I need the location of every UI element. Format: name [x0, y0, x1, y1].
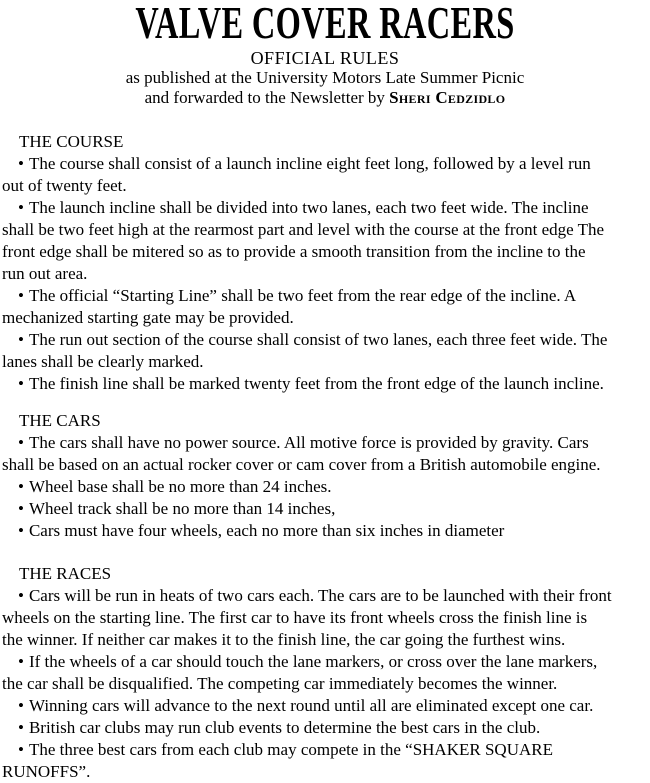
- rule-text: Winning cars will advance to the next round until all are eliminated except one car.: [28, 696, 594, 715]
- rule-line: the winner. If neither car makes it to the finish line, the car going the furthest wins.: [2, 630, 566, 649]
- rule-line: [2, 717, 648, 739]
- bullet-icon: •: [18, 330, 24, 349]
- bullet-icon: •: [18, 198, 24, 217]
- rule-line: shall be based on an actual rocker cover or cam cover from a British automobile engine.: [2, 455, 601, 474]
- rule-line: [2, 695, 648, 717]
- bullet-icon: •: [18, 696, 24, 715]
- bullet-icon: •: [18, 286, 24, 305]
- section-heading-the-races: THE RACES: [19, 564, 112, 583]
- page-title: VALVE COVER RACERS: [135, 0, 515, 48]
- rule-line: [2, 498, 648, 520]
- rule-line: mechanized starting gate may be provided.: [2, 308, 294, 327]
- rule-line: [2, 651, 648, 673]
- bullet-icon: •: [18, 652, 24, 671]
- rule-line: shall be two feet high at the rearmost part and level with the course at the front edge The: [2, 220, 605, 239]
- rule-text: The launch incline shall be divided into two lanes, each two feet wide. The incline: [28, 198, 589, 217]
- rule-text: British car clubs may run club events to determine the best cars in the club.: [28, 718, 541, 737]
- bullet-icon: •: [18, 718, 24, 737]
- rule-text: If the wheels of a car should touch the lane markers, or cross over the lane markers,: [28, 652, 598, 671]
- rule-line: [2, 585, 648, 607]
- bullet-icon: •: [18, 433, 24, 452]
- rule-line: [2, 329, 648, 351]
- rule-text: The cars shall have no power source. All motive force is provided by gravity. Cars: [28, 433, 589, 452]
- section-the-cars: [2, 410, 648, 542]
- rule-text: The finish line shall be marked twenty feet from the front edge of the launch incline.: [28, 374, 604, 393]
- rule-line: lanes shall be clearly marked.: [2, 352, 204, 371]
- document-header: [2, 2, 648, 108]
- bullet-icon: •: [18, 521, 24, 540]
- attribution-prefix: and forwarded to the Newsletter by: [144, 88, 390, 107]
- rule-line: the car shall be disqualified. The competing car immediately becomes the winner.: [2, 674, 558, 693]
- rule-line: [2, 739, 648, 761]
- rule-text: The course shall consist of a launch incline eight feet long, followed by a level run: [28, 154, 591, 173]
- bullet-icon: •: [18, 374, 24, 393]
- rule-line: [2, 432, 648, 454]
- rule-line: [2, 197, 648, 219]
- rule-line: RUNOFFS”.: [2, 762, 91, 781]
- subtitle-official-rules: OFFICIAL RULES: [250, 48, 400, 68]
- rule-line: [2, 373, 648, 395]
- rule-text: Wheel base shall be no more than 24 inches.: [28, 477, 332, 496]
- rule-line: [2, 476, 648, 498]
- rules-sections: [2, 131, 648, 783]
- section-the-races: [2, 563, 648, 783]
- rule-text: The three best cars from each club may compete in the “SHAKER SQUARE: [28, 740, 553, 759]
- rule-text: Cars must have four wheels, each no more than six inches in diameter: [28, 521, 505, 540]
- section-the-course: [2, 131, 648, 395]
- rule-line: [2, 520, 648, 542]
- bullet-icon: •: [18, 477, 24, 496]
- attribution-line-2: [2, 88, 648, 108]
- rule-text: Cars will be run in heats of two cars each. The cars are to be launched with their front: [28, 586, 612, 605]
- rule-line: run out area.: [2, 264, 88, 283]
- rule-line: [2, 153, 648, 175]
- section-heading-the-cars: THE CARS: [19, 411, 101, 430]
- bullet-icon: •: [18, 154, 24, 173]
- rule-line: out of twenty feet.: [2, 176, 127, 195]
- rule-line: wheels on the starting line. The first car to have its front wheels cross the finish line is: [2, 608, 588, 627]
- rule-text: The official “Starting Line” shall be two feet from the rear edge of the incline. A: [28, 286, 577, 305]
- rule-line: [2, 285, 648, 307]
- bullet-icon: •: [18, 586, 24, 605]
- rule-text: Wheel track shall be no more than 14 inches,: [28, 499, 336, 518]
- rule-text: The run out section of the course shall consist of two lanes, each three feet wide. The: [28, 330, 608, 349]
- attribution-line-1: as published at the University Motors Late Summer Picnic: [125, 68, 525, 87]
- bullet-icon: •: [18, 740, 24, 759]
- attribution-name: Sheri Cedzidlo: [389, 88, 506, 107]
- rule-line: front edge shall be mitered so as to provide a smooth transition from the incline to the: [2, 242, 586, 261]
- bullet-icon: •: [18, 499, 24, 518]
- section-heading-the-course: THE COURSE: [19, 132, 124, 151]
